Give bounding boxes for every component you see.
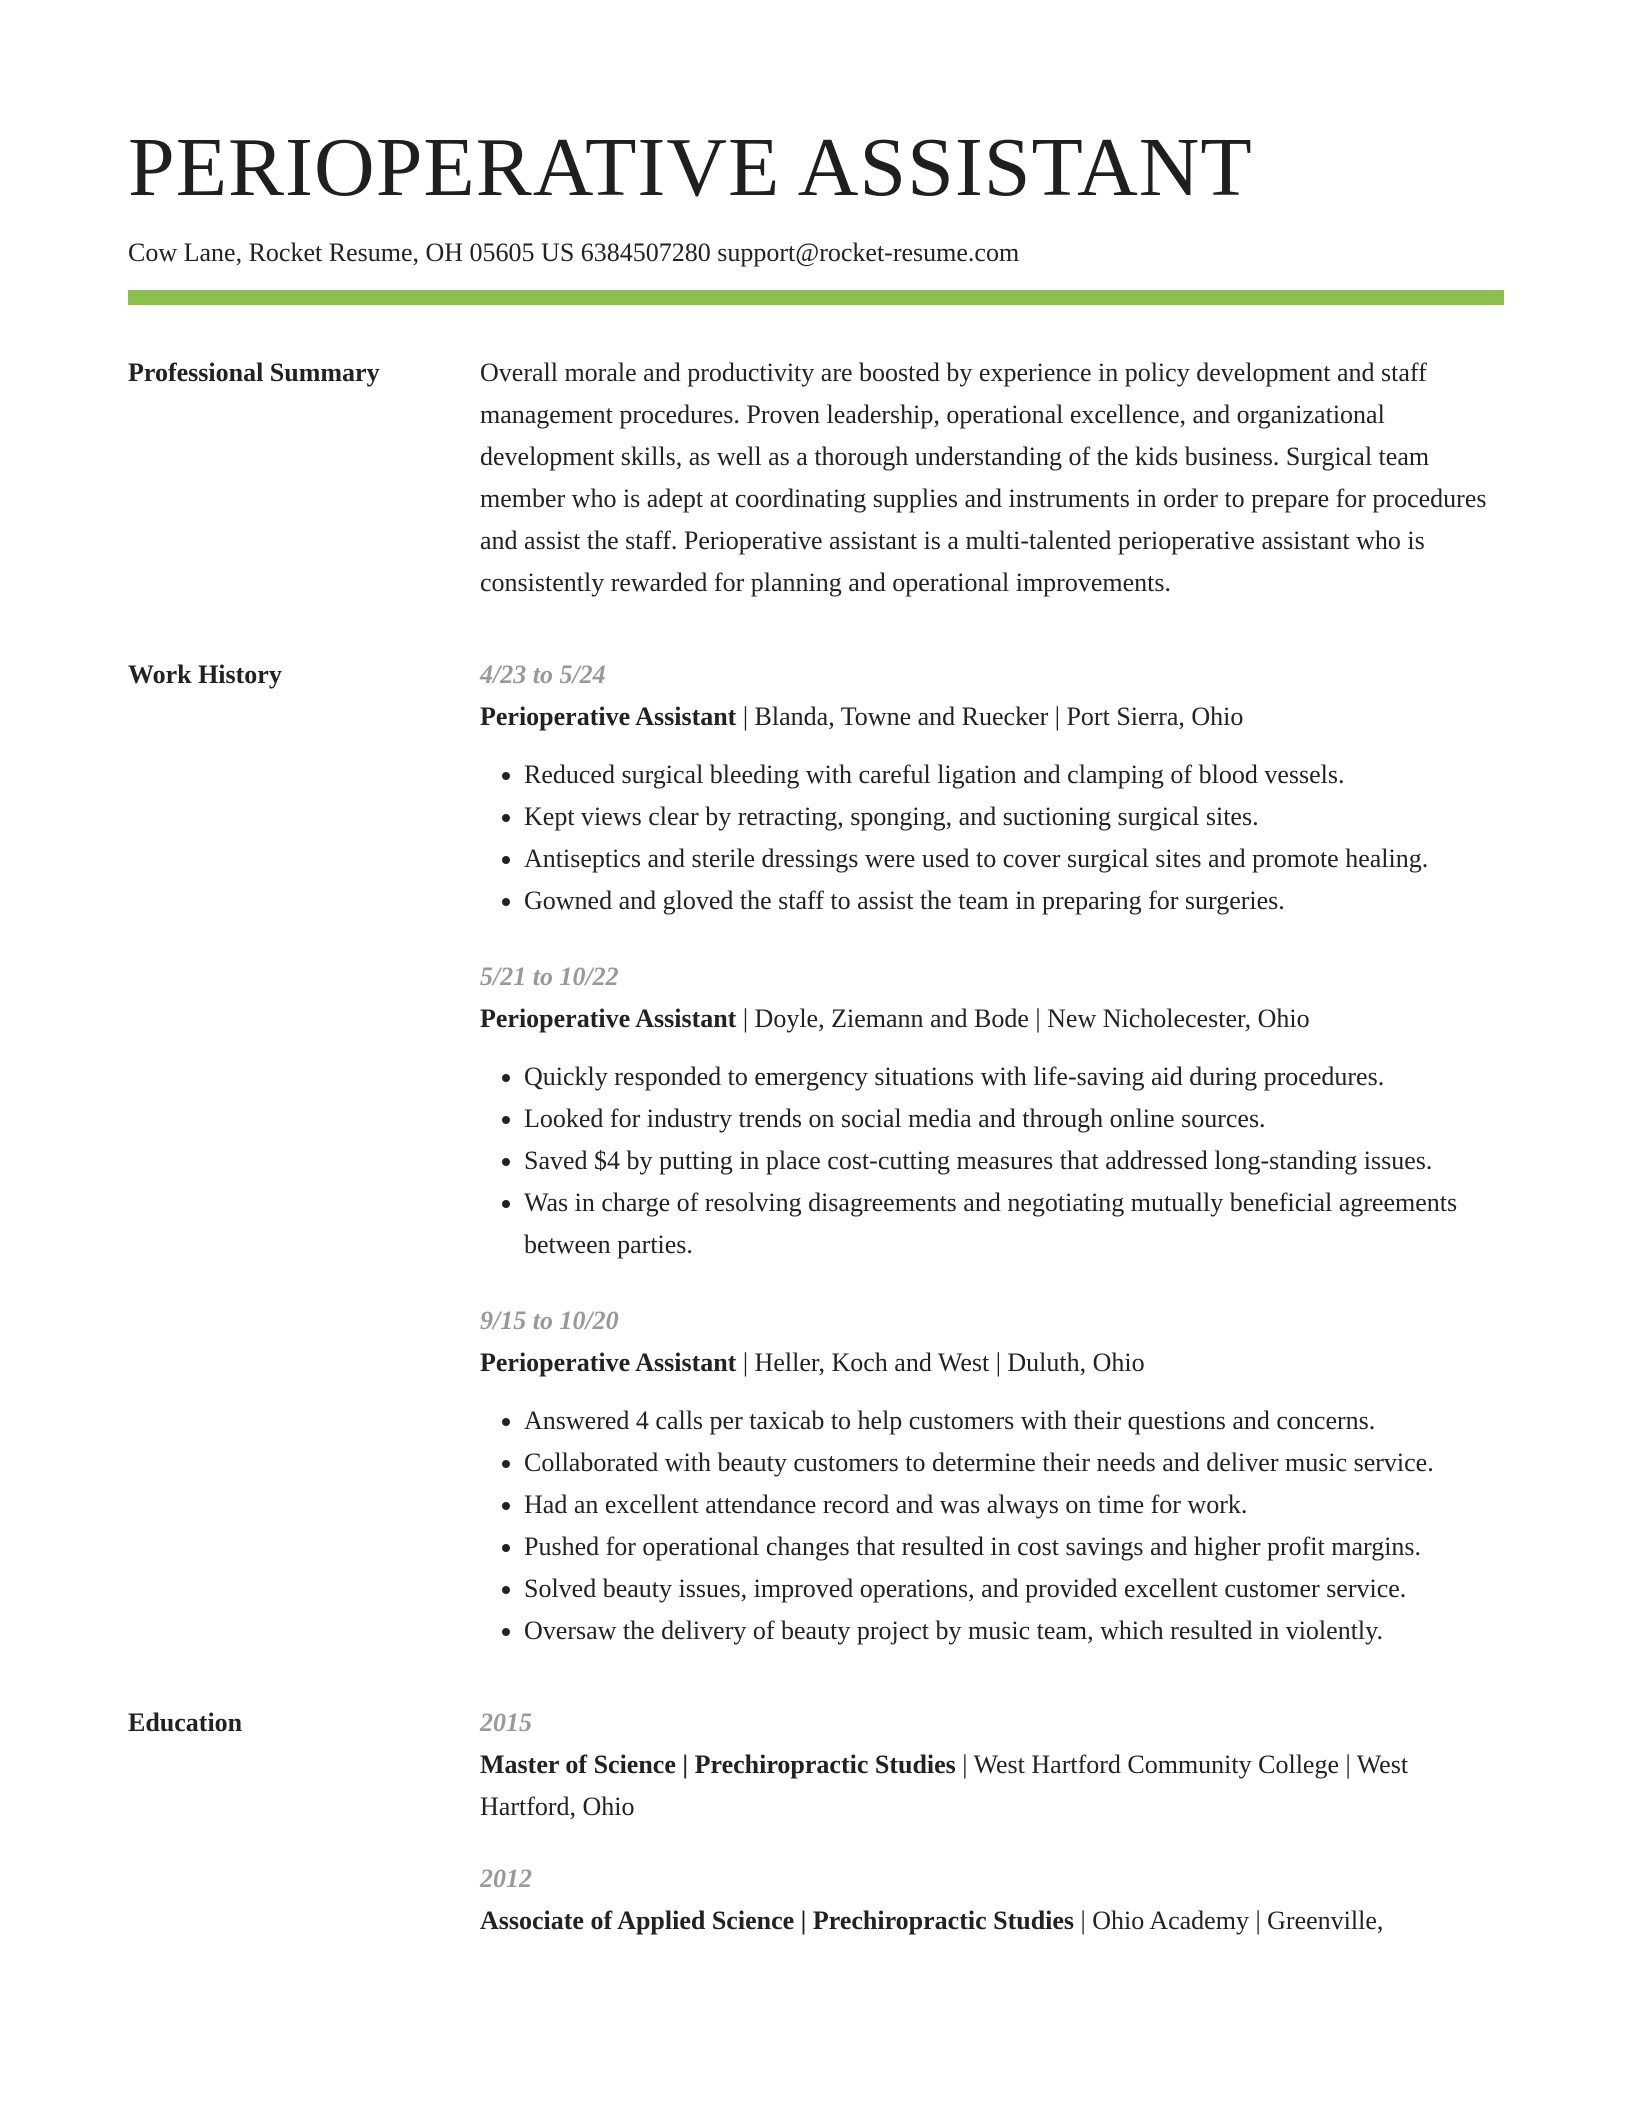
work-history-section [128, 654, 1504, 1652]
contact-info: Cow Lane, Rocket Resume, OH 05605 US 6384507280 support@rocket-resume.com [128, 238, 1020, 267]
education-degree-line [480, 1744, 1504, 1828]
job-bullet-list [480, 754, 1504, 922]
job-title-line [480, 1342, 1504, 1384]
job-dates: 5/21 to 10/22 [480, 962, 619, 991]
job-bullet: • Looked for industry trends on social media and through online sources. [524, 1098, 1504, 1140]
education-entry [480, 1702, 1504, 1828]
work-history-section-label: Work History [128, 660, 282, 689]
resume-name-heading: PERIOPERATIVE ASSISTANT [128, 121, 1253, 214]
education-section-label: Education [128, 1708, 243, 1737]
resume-page [128, 120, 1504, 1942]
job-bullet-list [480, 1400, 1504, 1652]
education-year: 2012 [480, 1864, 532, 1893]
education-degree: Master of Science | Prechiropractic Studies [480, 1750, 956, 1779]
job-bullet: • Saved $4 by putting in place cost-cutting measures that addressed long-standing issues. [524, 1140, 1504, 1182]
education-degree: Associate of Applied Science | Prechiropractic Studies [480, 1906, 1075, 1935]
summary-section-label: Professional Summary [128, 358, 380, 387]
summary-section [128, 352, 1504, 604]
job-entry [480, 1300, 1504, 1652]
job-bullet: • Pushed for operational changes that resulted in cost savings and higher profit margins. [524, 1526, 1504, 1568]
job-title-line [480, 696, 1504, 738]
education-entry [480, 1858, 1504, 1942]
job-bullet: • Had an excellent attendance record and was always on time for work. [524, 1484, 1504, 1526]
education-degree-line [480, 1900, 1504, 1942]
job-bullet: • Kept views clear by retracting, sponging, and suctioning surgical sites. [524, 796, 1504, 838]
job-employer-location: | Blanda, Towne and Ruecker | Port Sierra, Ohio [736, 702, 1244, 731]
job-bullet: • Solved beauty issues, improved operations, and provided excellent customer service. [524, 1568, 1504, 1610]
job-dates: 9/15 to 10/20 [480, 1306, 619, 1335]
job-entry [480, 956, 1504, 1266]
education-year: 2015 [480, 1708, 532, 1737]
job-bullet: • Reduced surgical bleeding with careful ligation and clamping of blood vessels. [524, 754, 1504, 796]
job-bullet: • Antiseptics and sterile dressings were used to cover surgical sites and promote healing. [524, 838, 1504, 880]
header-divider [128, 290, 1504, 305]
job-bullet: • Answered 4 calls per taxicab to help customers with their questions and concerns. [524, 1400, 1504, 1442]
job-dates: 4/23 to 5/24 [480, 660, 606, 689]
summary-text: Overall morale and productivity are boosted by experience in policy development and staff management procedures. Proven leadership, operational excellence, and organizational development skills, as well as a thorough understanding of the kids business. Surgical team member who is adept at coordinating supplies and instruments in order to prepare for procedures and assist the staff. Perioperative assistant is a multi-talented perioperative assistant who is consistently rewarded for planning and operational improvements. [480, 358, 1487, 597]
job-title-line [480, 998, 1504, 1040]
education-school-location: | Ohio Academy | Greenville, [1074, 1906, 1384, 1935]
job-title: Perioperative Assistant [480, 1348, 737, 1377]
job-employer-location: | Doyle, Ziemann and Bode | New Nicholecester, Ohio [736, 1004, 1310, 1033]
job-entry [480, 654, 1504, 922]
job-bullet: • Gowned and gloved the staff to assist the team in preparing for surgeries. [524, 880, 1504, 922]
job-title: Perioperative Assistant [480, 1004, 737, 1033]
education-school-location: | West Hartford Community College | West Hartford, Ohio [480, 1750, 1409, 1821]
job-bullet: • Oversaw the delivery of beauty project by music team, which resulted in violently. [524, 1610, 1504, 1652]
job-bullet-list [480, 1056, 1504, 1266]
job-employer-location: | Heller, Koch and West | Duluth, Ohio [736, 1348, 1145, 1377]
job-bullet: • Quickly responded to emergency situations with life-saving aid during procedures. [524, 1056, 1504, 1098]
job-title: Perioperative Assistant [480, 702, 737, 731]
education-section [128, 1702, 1504, 1942]
job-bullet: • Was in charge of resolving disagreements and negotiating mutually beneficial agreements between parties. [524, 1182, 1504, 1266]
job-bullet: • Collaborated with beauty customers to determine their needs and deliver music service. [524, 1442, 1504, 1484]
